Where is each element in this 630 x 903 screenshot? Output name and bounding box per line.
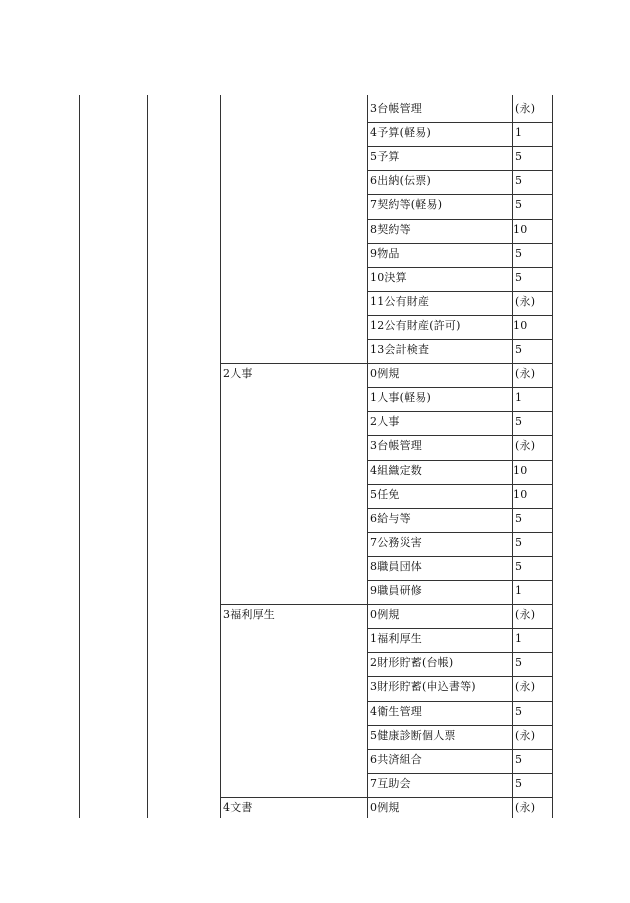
- item-row-rule: [367, 219, 552, 220]
- item-row-rule: [367, 170, 552, 171]
- item-name: 0例規: [370, 608, 400, 622]
- item-row-rule: [367, 146, 552, 147]
- group-row-rule: [220, 363, 552, 364]
- item-name: 5任免: [370, 487, 400, 501]
- item-name: 4予算(軽易): [370, 126, 431, 140]
- item-row-rule: [367, 676, 552, 677]
- retention-period: 10: [513, 463, 528, 477]
- item-name: 12公有財産(許可): [370, 318, 461, 332]
- retention-period: (永): [515, 800, 536, 814]
- item-name: 13会計検査: [370, 343, 430, 356]
- item-row-rule: [367, 315, 552, 316]
- item-row-rule: [367, 628, 552, 629]
- retention-period: (永): [515, 728, 536, 742]
- item-row-rule: [367, 580, 552, 581]
- retention-period: (永): [515, 102, 536, 115]
- item-name: 8職員団体: [370, 559, 422, 573]
- retention-period: (永): [515, 439, 536, 453]
- item-name: 3台帳管理: [370, 102, 422, 115]
- category-label: 4文書: [223, 800, 253, 814]
- item-row-rule: [367, 243, 552, 244]
- retention-period: 1: [515, 632, 523, 646]
- item-name: 0例規: [370, 800, 400, 814]
- item-name: 10決算: [370, 270, 407, 284]
- item-name: 9物品: [370, 246, 400, 260]
- category-label: 2人事: [223, 367, 253, 381]
- item-name: 6共済組合: [370, 752, 422, 766]
- retention-period: 5: [515, 704, 523, 718]
- group-row-rule: [220, 604, 552, 605]
- retention-period: 5: [515, 246, 523, 260]
- item-row-rule: [367, 387, 552, 388]
- item-row-rule: [367, 749, 552, 750]
- retention-period: 10: [513, 318, 528, 332]
- column-rule-0: [79, 95, 80, 818]
- group-row-rule: [220, 797, 552, 798]
- retention-period: (永): [515, 294, 536, 308]
- item-row-rule: [367, 194, 552, 195]
- retention-period: 5: [515, 535, 523, 549]
- item-row-rule: [367, 532, 552, 533]
- retention-period: (永): [515, 680, 536, 694]
- item-name: 6給与等: [370, 511, 411, 525]
- retention-period: 5: [515, 343, 523, 356]
- retention-period: 1: [515, 126, 523, 140]
- retention-period: 5: [515, 150, 523, 164]
- item-name: 9職員研修: [370, 584, 422, 597]
- retention-period: 5: [515, 656, 523, 670]
- item-name: 3台帳管理: [370, 439, 422, 453]
- retention-period: 1: [515, 391, 523, 405]
- item-row-rule: [367, 652, 552, 653]
- item-name: 4衛生管理: [370, 704, 422, 718]
- item-name: 11公有財産: [370, 294, 430, 308]
- item-row-rule: [367, 267, 552, 268]
- item-row-rule: [367, 411, 552, 412]
- retention-period: 5: [515, 511, 523, 525]
- item-name: 7契約等(軽易): [370, 198, 443, 212]
- item-row-rule: [367, 484, 552, 485]
- retention-period: (永): [515, 608, 536, 622]
- item-row-rule: [367, 773, 552, 774]
- column-rule-4: [512, 95, 513, 818]
- item-name: 8契約等: [370, 222, 411, 236]
- category-label: 3福利厚生: [223, 608, 275, 622]
- retention-period: 5: [515, 752, 523, 766]
- item-row-rule: [367, 460, 552, 461]
- item-row-rule: [367, 701, 552, 702]
- item-name: 7公務災害: [370, 535, 422, 549]
- item-name: 3財形貯蓄(申込書等): [370, 680, 476, 694]
- item-row-rule: [367, 122, 552, 123]
- item-name: 0例規: [370, 367, 400, 381]
- item-row-rule: [367, 725, 552, 726]
- retention-period: 5: [515, 174, 523, 188]
- item-name: 2財形貯蓄(台帳): [370, 656, 454, 670]
- item-name: 6出納(伝票): [370, 174, 431, 188]
- retention-period: 5: [515, 559, 523, 573]
- item-row-rule: [367, 435, 552, 436]
- item-name: 4組織定数: [370, 463, 422, 477]
- item-name: 5健康診断個人票: [370, 728, 456, 742]
- column-rule-3: [367, 95, 368, 818]
- item-row-rule: [367, 508, 552, 509]
- retention-period: (永): [515, 367, 536, 381]
- column-rule-2: [220, 95, 221, 818]
- retention-period: 5: [515, 198, 523, 212]
- item-row-rule: [367, 291, 552, 292]
- retention-period: 5: [515, 270, 523, 284]
- item-name: 7互助会: [370, 776, 411, 790]
- column-rule-5: [552, 95, 553, 818]
- item-row-rule: [367, 556, 552, 557]
- item-row-rule: [367, 339, 552, 340]
- item-name: 5予算: [370, 150, 400, 164]
- item-name: 2人事: [370, 415, 400, 429]
- retention-period: 5: [515, 415, 523, 429]
- column-rule-1: [147, 95, 148, 818]
- item-name: 1人事(軽易): [370, 391, 431, 405]
- retention-period: 10: [513, 222, 528, 236]
- retention-period: 5: [515, 776, 523, 790]
- retention-period: 10: [513, 487, 528, 501]
- item-name: 1福利厚生: [370, 632, 422, 646]
- retention-period: 1: [515, 584, 523, 597]
